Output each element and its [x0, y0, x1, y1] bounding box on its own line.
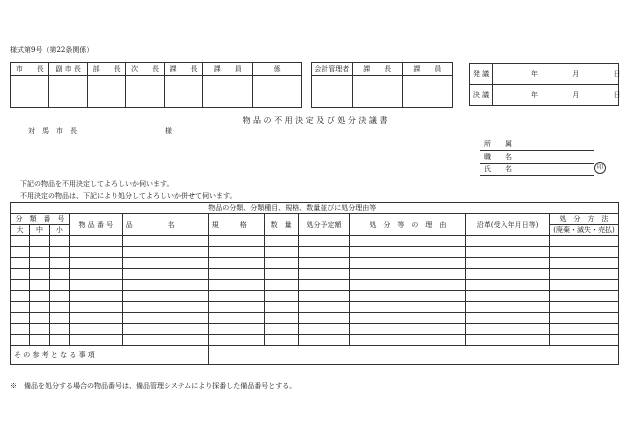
table-cell[interactable]: [466, 269, 550, 280]
table-cell[interactable]: [11, 247, 30, 258]
col-planned-amount: 処分予定額: [298, 214, 350, 236]
approval-stamp-box[interactable]: [203, 76, 253, 108]
class-middle: 中: [29, 225, 49, 236]
intro-line-1: 下記の物品を不用決定してよろしいか伺います。: [20, 180, 174, 188]
col-method: 処 分 方 法: [550, 214, 619, 225]
class-minor: 小: [49, 225, 69, 236]
table-cell[interactable]: [11, 258, 30, 269]
table-cell[interactable]: [466, 280, 550, 291]
table-cell[interactable]: [208, 247, 264, 258]
table-cell[interactable]: [69, 302, 122, 313]
table-cell[interactable]: [550, 335, 619, 346]
table-cell[interactable]: [550, 247, 619, 258]
table-cell[interactable]: [49, 247, 69, 258]
table-cell[interactable]: [69, 269, 122, 280]
table-cell[interactable]: [208, 324, 264, 335]
date-value[interactable]: [493, 64, 619, 85]
addressee: 対 馬 市 長: [28, 127, 77, 135]
col-reason: 処 分 等 の 理 由: [350, 214, 466, 236]
table-cell[interactable]: [122, 313, 208, 324]
table-cell[interactable]: [11, 324, 30, 335]
table-cell[interactable]: [49, 291, 69, 302]
approval-role-label: 副 市 長: [49, 63, 87, 76]
table-cell[interactable]: [298, 313, 350, 324]
month-label: 月: [572, 91, 580, 99]
year-label: 年: [531, 91, 538, 99]
table-cell[interactable]: [11, 280, 30, 291]
table-cell[interactable]: [208, 335, 264, 346]
table-cell[interactable]: [208, 269, 264, 280]
table-row: [11, 335, 619, 346]
table-cell[interactable]: [11, 291, 30, 302]
table-cell[interactable]: [29, 280, 49, 291]
table-row: [11, 324, 619, 335]
table-cell[interactable]: [298, 258, 350, 269]
table-cell[interactable]: [122, 236, 208, 247]
table-row: [11, 291, 619, 302]
table-cell[interactable]: [298, 236, 350, 247]
col-history: 沿革(受入年月日等): [466, 214, 550, 236]
table-cell[interactable]: [69, 291, 122, 302]
table-cell[interactable]: [550, 291, 619, 302]
table-cell[interactable]: [69, 236, 122, 247]
table-cell[interactable]: [466, 236, 550, 247]
table-cell[interactable]: [466, 324, 550, 335]
table-cell[interactable]: [350, 236, 466, 247]
table-cell[interactable]: [69, 324, 122, 335]
table-cell[interactable]: [298, 269, 350, 280]
table-cell[interactable]: [122, 280, 208, 291]
table-cell[interactable]: [29, 247, 49, 258]
notes-input[interactable]: [208, 346, 618, 365]
table-cell[interactable]: [350, 269, 466, 280]
table-cell[interactable]: [49, 302, 69, 313]
col-spec: 規 格: [208, 214, 264, 236]
table-cell[interactable]: [550, 280, 619, 291]
approval-stamp-box[interactable]: [402, 76, 452, 108]
table-cell[interactable]: [298, 302, 350, 313]
date-row-proposal: [470, 64, 619, 85]
class-major: 大: [11, 225, 30, 236]
approval-stamp-box[interactable]: [352, 76, 402, 108]
table-cell[interactable]: [466, 247, 550, 258]
table-cell[interactable]: [29, 236, 49, 247]
date-table: [469, 63, 619, 106]
date-row-decision: [470, 85, 619, 106]
approval-role-label: 会計管理者: [312, 63, 353, 76]
table-cell[interactable]: [11, 313, 30, 324]
table-cell[interactable]: [298, 291, 350, 302]
table-cell[interactable]: [11, 236, 30, 247]
approval-stamp-box[interactable]: [11, 76, 49, 108]
approval-grid-left: [10, 62, 302, 108]
date-value[interactable]: [493, 85, 619, 106]
table-cell[interactable]: [264, 335, 298, 346]
table-row: [11, 269, 619, 280]
table-cell[interactable]: [69, 258, 122, 269]
table-cell[interactable]: [350, 302, 466, 313]
form-number: 様式第9号（第22条関係）: [10, 46, 94, 54]
table-cell[interactable]: [298, 247, 350, 258]
seal-mark: 印: [594, 162, 606, 174]
date-label: 決 議: [470, 85, 493, 106]
table-cell[interactable]: [264, 302, 298, 313]
class-number-header: 分 類 番 号: [11, 214, 70, 225]
table-cell[interactable]: [350, 247, 466, 258]
notes-label: そ の 参 考 と な る 事 項: [11, 346, 209, 365]
table-cell[interactable]: [264, 313, 298, 324]
table-cell[interactable]: [298, 335, 350, 346]
approval-role-label: 課 長: [164, 63, 202, 76]
table-cell[interactable]: [550, 236, 619, 247]
table-row: [11, 280, 619, 291]
approval-role-label: 部 長: [87, 63, 125, 76]
approval-stamp-box[interactable]: [164, 76, 202, 108]
table-row: [11, 313, 619, 324]
approval-role-label: 次 長: [126, 63, 164, 76]
table-cell[interactable]: [350, 291, 466, 302]
table-cell[interactable]: [466, 302, 550, 313]
table-cell[interactable]: [264, 291, 298, 302]
approval-grid-right: [311, 62, 453, 108]
table-cell[interactable]: [208, 258, 264, 269]
footnote: ※ 備品を処分する場合の物品番号は、備品管理システムにより採番した備品番号とする。: [10, 382, 297, 390]
table-cell[interactable]: [29, 335, 49, 346]
table-cell[interactable]: [550, 269, 619, 280]
table-cell[interactable]: [550, 324, 619, 335]
table-cell[interactable]: [49, 258, 69, 269]
table-row: [11, 258, 619, 269]
table-cell[interactable]: [69, 335, 122, 346]
table-cell[interactable]: [29, 324, 49, 335]
approval-stamp-box[interactable]: [126, 76, 164, 108]
table-row: [11, 302, 619, 313]
field-name[interactable]: [480, 164, 594, 176]
approval-role-label: 課 長: [352, 63, 402, 76]
table-cell[interactable]: [466, 313, 550, 324]
col-quantity: 数 量: [264, 214, 298, 236]
table-cell[interactable]: [49, 269, 69, 280]
field-label: 氏 名: [484, 165, 512, 173]
table-cell[interactable]: [350, 313, 466, 324]
table-cell[interactable]: [298, 280, 350, 291]
col-item-name: 品 名: [122, 214, 208, 236]
table-cell[interactable]: [49, 324, 69, 335]
day-label: 日: [613, 70, 621, 78]
approval-stamp-box[interactable]: [49, 76, 87, 108]
field-department[interactable]: [480, 139, 594, 151]
table-cell[interactable]: [298, 324, 350, 335]
table-cell[interactable]: [350, 324, 466, 335]
field-title[interactable]: [480, 152, 594, 164]
col-method-sub: (廃棄・滅失・売払): [550, 225, 619, 236]
table-cell[interactable]: [29, 291, 49, 302]
day-label: 日: [613, 91, 621, 99]
table-cell[interactable]: [264, 236, 298, 247]
table-cell[interactable]: [69, 313, 122, 324]
table-cell[interactable]: [466, 291, 550, 302]
table-cell[interactable]: [49, 313, 69, 324]
approval-role-label: 市 長: [11, 63, 49, 76]
table-row: [11, 247, 619, 258]
table-cell[interactable]: [208, 291, 264, 302]
table-cell[interactable]: [264, 247, 298, 258]
field-label: 所 属: [484, 140, 512, 148]
table-cell[interactable]: [69, 280, 122, 291]
table-cell[interactable]: [11, 269, 30, 280]
honorific: 様: [165, 127, 172, 135]
year-label: 年: [531, 70, 538, 78]
table-cell[interactable]: [122, 247, 208, 258]
field-label: 職 名: [484, 153, 512, 161]
table-cell[interactable]: [208, 302, 264, 313]
table-cell[interactable]: [122, 291, 208, 302]
item-table: [10, 202, 619, 365]
table-span-header: 物品の分類、分類種目、規格、数量並びに処分理由等: [208, 203, 618, 214]
table-cell[interactable]: [49, 280, 69, 291]
table-cell[interactable]: [550, 313, 619, 324]
col-item-number: 物 品 番 号: [69, 214, 122, 236]
table-cell[interactable]: [208, 236, 264, 247]
approval-stamp-box[interactable]: [253, 76, 302, 108]
table-cell[interactable]: [11, 335, 30, 346]
table-cell[interactable]: [208, 313, 264, 324]
table-cell[interactable]: [11, 302, 30, 313]
intro-line-2: 不用決定の物品は、下記により処分してよろしいか併せて伺います。: [20, 192, 237, 200]
approval-role-label: 課 員: [402, 63, 452, 76]
table-cell[interactable]: [29, 269, 49, 280]
table-cell[interactable]: [29, 258, 49, 269]
approval-stamp-box[interactable]: [312, 76, 353, 108]
table-cell[interactable]: [466, 258, 550, 269]
document-title: 物 品 の 不 用 決 定 及 び 処 分 決 議 書: [242, 116, 388, 125]
approval-role-label: 係: [253, 63, 302, 76]
table-cell[interactable]: [264, 324, 298, 335]
table-cell[interactable]: [550, 302, 619, 313]
table-cell[interactable]: [49, 335, 69, 346]
table-cell[interactable]: [350, 258, 466, 269]
table-cell[interactable]: [122, 302, 208, 313]
table-cell[interactable]: [29, 313, 49, 324]
table-cell[interactable]: [264, 280, 298, 291]
table-cell[interactable]: [122, 258, 208, 269]
table-cell[interactable]: [350, 280, 466, 291]
table-cell[interactable]: [466, 335, 550, 346]
table-cell[interactable]: [122, 269, 208, 280]
table-cell[interactable]: [122, 324, 208, 335]
approval-stamp-box[interactable]: [87, 76, 125, 108]
table-cell[interactable]: [550, 258, 619, 269]
table-cell[interactable]: [264, 258, 298, 269]
table-cell[interactable]: [122, 335, 208, 346]
date-label: 発 議: [470, 64, 493, 85]
table-cell[interactable]: [264, 269, 298, 280]
table-cell[interactable]: [49, 236, 69, 247]
approval-role-label: 課 員: [203, 63, 253, 76]
table-cell[interactable]: [69, 247, 122, 258]
table-cell[interactable]: [350, 335, 466, 346]
table-cell[interactable]: [208, 280, 264, 291]
table-row: [11, 236, 619, 247]
table-cell[interactable]: [29, 302, 49, 313]
month-label: 月: [572, 70, 580, 78]
